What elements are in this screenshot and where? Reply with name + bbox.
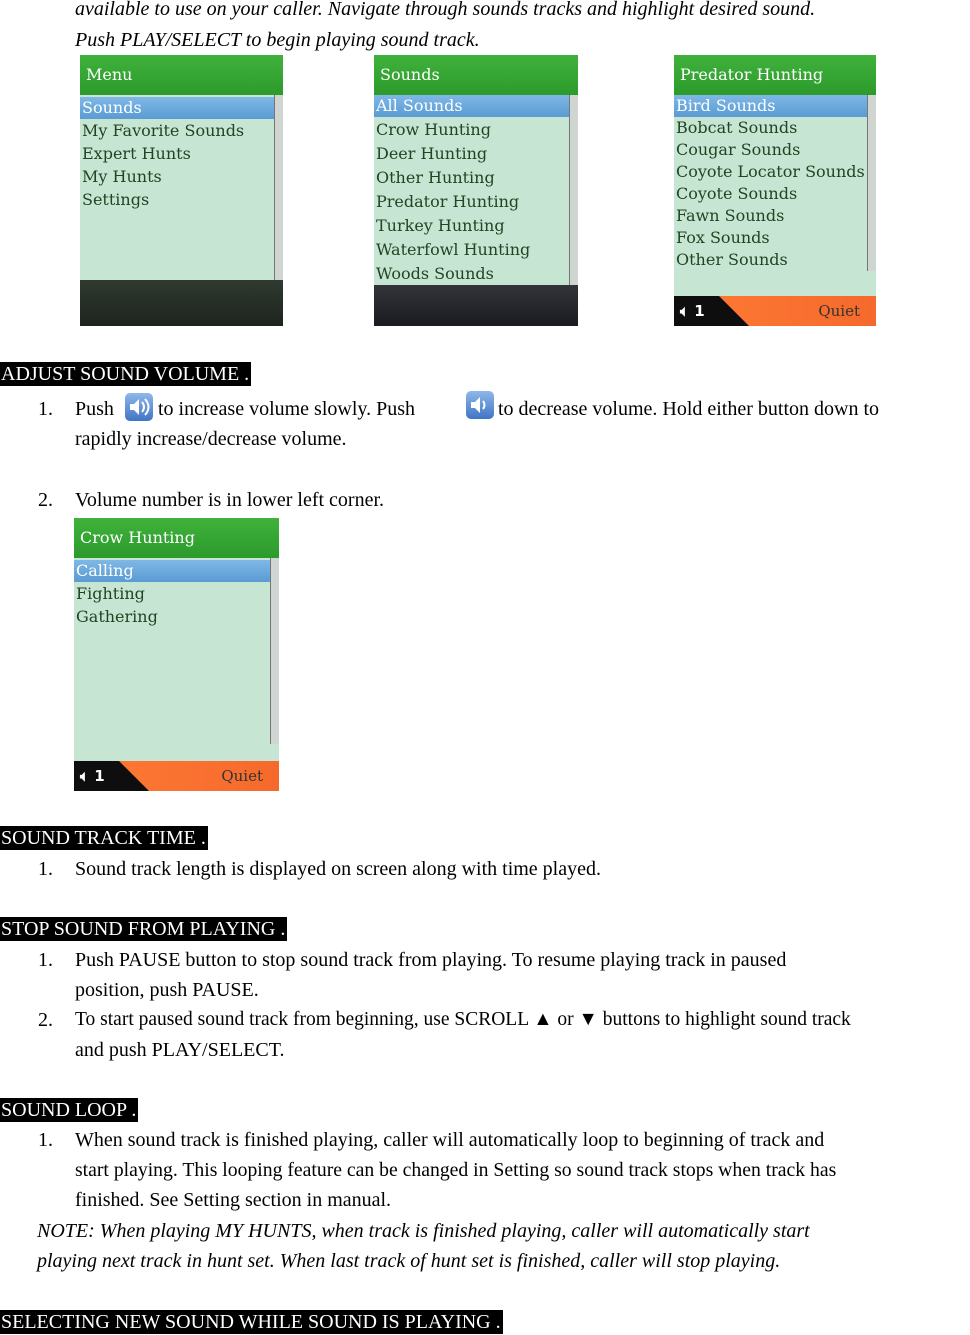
list-number: 1. (38, 1129, 53, 1151)
list-item: Bird Sounds (674, 95, 868, 117)
menu-screen-photo (80, 55, 283, 326)
volume-readout: 🔈︎ 1 (80, 767, 105, 785)
scrollbar (270, 558, 279, 744)
instruction-text: start playing. This looping feature can be changed in Setting so sound track stops when track has (75, 1159, 837, 1181)
volume-down-icon (466, 391, 494, 419)
list-number: 2. (38, 489, 53, 511)
list-number: 1. (38, 949, 53, 971)
instruction-text: and push PLAY/SELECT. (75, 1039, 285, 1061)
list-item: Turkey Hunting (376, 216, 505, 235)
intro-line-2: Push PLAY/SELECT to begin playing sound track. (75, 29, 480, 51)
section-heading-new-sound: SELECTING NEW SOUND WHILE SOUND IS PLAYING . (1, 1311, 501, 1333)
screen-title: Crow Hunting (74, 518, 279, 558)
instruction-text: When sound track is finished playing, caller will automatically loop to beginning of track and (75, 1129, 825, 1151)
screen-title: Menu (80, 55, 283, 95)
status-bar (74, 761, 279, 791)
instruction-text: position, push PAUSE. (75, 979, 259, 1001)
crow-screen-photo (74, 518, 279, 791)
instruction-text: To start paused sound track from beginning, use SCROLL ▲ or ▼ buttons to highlight sound track (75, 1009, 851, 1030)
list-item: Coyote Sounds (676, 184, 798, 203)
instruction-text: Push PAUSE button to stop sound track from playing. To resume playing track in paused (75, 949, 787, 971)
instruction-text: rapidly increase/decrease volume. (75, 428, 347, 450)
list-item: Other Hunting (376, 168, 495, 187)
section-heading-stop-sound: STOP SOUND FROM PLAYING . (1, 918, 286, 940)
list-item: Predator Hunting (376, 192, 520, 211)
list-item: Gathering (76, 607, 158, 626)
instruction-text: Volume number is in lower left corner. (75, 489, 385, 511)
speaker-icon: 🔈︎ (680, 302, 690, 320)
scrollbar (569, 95, 578, 285)
list-item: Woods Sounds (376, 264, 494, 283)
list-item: Cougar Sounds (676, 140, 801, 159)
list-number: 2. (38, 1009, 53, 1031)
list-item: Expert Hunts (82, 144, 191, 163)
list-item: Crow Hunting (376, 120, 491, 139)
sounds-screen-photo (374, 55, 578, 326)
screen-title: Predator Hunting (674, 55, 876, 95)
predator-screen-photo (674, 55, 876, 326)
section-heading-sound-loop: SOUND LOOP . (1, 1099, 137, 1121)
list-item: Coyote Locator Sounds (676, 162, 865, 181)
status-label: Quiet (818, 302, 860, 320)
status-bar (674, 296, 876, 326)
list-item: Settings (82, 190, 150, 209)
list-item: Bobcat Sounds (676, 118, 798, 137)
list-item: My Favorite Sounds (82, 121, 245, 140)
list-item: Fox Sounds (676, 228, 770, 247)
list-item: Sounds (80, 97, 275, 119)
instruction-text: Sound track length is displayed on screen along with time played. (75, 858, 601, 880)
instruction-text: Push (75, 398, 114, 420)
intro-line-1: available to use on your caller. Navigate through sounds tracks and highlight desired sound. (75, 0, 816, 20)
list-item: Other Sounds (676, 250, 788, 269)
list-number: 1. (38, 858, 53, 880)
note-text: NOTE: When playing MY HUNTS, when track is finished playing, caller will automatically start (37, 1220, 810, 1242)
screen-title: Sounds (374, 55, 578, 95)
instruction-text: to decrease volume. Hold either button down to (498, 398, 880, 420)
volume-up-icon (125, 393, 153, 421)
list-item: Fawn Sounds (676, 206, 785, 225)
list-item: Waterfowl Hunting (376, 240, 531, 259)
volume-readout: 🔈︎ 1 (680, 302, 705, 320)
instruction-text: to increase volume slowly. Push (158, 398, 416, 420)
list-item: My Hunts (82, 167, 162, 186)
scrollbar (274, 95, 283, 280)
section-heading-adjust-volume: ADJUST SOUND VOLUME . (1, 363, 250, 385)
list-item: All Sounds (374, 95, 570, 117)
list-number: 1. (38, 398, 53, 420)
instruction-text: finished. See Setting section in manual. (75, 1189, 392, 1211)
section-heading-track-time: SOUND TRACK TIME . (1, 827, 206, 849)
status-label: Quiet (221, 767, 263, 785)
scrollbar (867, 95, 876, 271)
list-item: Deer Hunting (376, 144, 488, 163)
speaker-icon: 🔈︎ (80, 767, 90, 785)
note-text: playing next track in hunt set. When last track of hunt set is finished, caller will stop playing. (37, 1250, 781, 1272)
list-item: Calling (74, 560, 271, 582)
list-item: Fighting (76, 584, 145, 603)
